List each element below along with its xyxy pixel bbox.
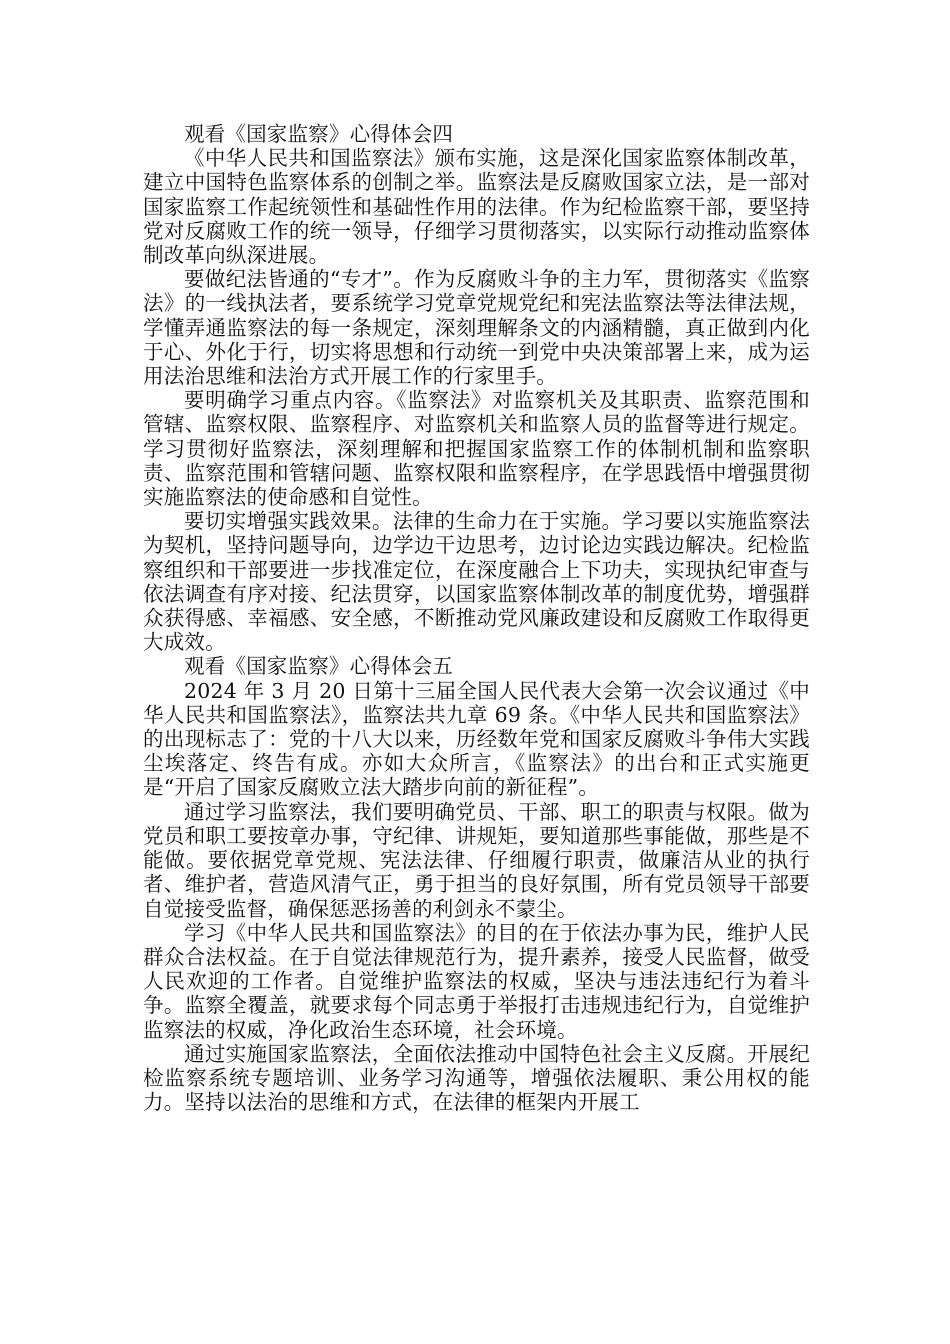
body-paragraph: 《中华人民共和国监察法》颁布实施，这是深化国家监察体制改革，建立中国特色监察体系的创制之举。监察法是反腐败国家立法，是一部对国家监察工作起统领性和基础性作用的法律。作为纪检监察干部，要坚持党对反腐败工作的统一领导，仔细学习贯彻落实，以实际行动推动监察体制改革向纵深进展。 — [143, 146, 810, 268]
body-paragraph: 通过实施国家监察法，全面依法推动中国特色社会主义反腐。开展纪检监察系统专题培训、业务学习沟通等，增强依法履职、秉公用权的能力。坚持以法治的思维和方式，在法律的框架内开展工 — [143, 1041, 810, 1115]
body-paragraph: 学习《中华人民共和国监察法》的目的在于依法办事为民，维护人民群众合法权益。在于自觉法律规范行为，提升素养，接受人民监督，做受人民欢迎的工作者。自觉维护监察法的权威，坚决与违法违纪行为着斗争。监察全覆盖，就要求每个同志勇于举报打击违规违纪行为，自觉维护监察法的权威，净化政治生态环境，社会环境。 — [143, 920, 810, 1042]
section-heading: 观看《国家监察》心得体会四 — [184, 122, 454, 146]
body-paragraph: 通过学习监察法，我们要明确党员、干部、职工的职责与权限。做为党员和职工要按章办事，守纪律、讲规矩，要知道那些事能做，那些是不能做。要依据党章党规、宪法法律、仔细履行职责，做廉洁从业的执行者、维护者，营造风清气正，勇于担当的良好氛围，所有党员领导干部要自觉接受监督，确保惩恶扬善的利剑永不蒙尘。 — [143, 799, 810, 921]
body-paragraph: 要做纪法皆通的“专才”。作为反腐败斗争的主力军，贯彻落实《监察法》的一线执法者，要系统学习党章党规党纪和宪法监察法等法律法规，学懂弄通监察法的每一条规定，深刻理解条文的内涵精髓，真正做到内化于心、外化于行，切实将思想和行动统一到党中央决策部署上来，成为运用法治思维和法治方式开展工作的行家里手。 — [143, 267, 810, 389]
body-paragraph: 要切实增强实践效果。法律的生命力在于实施。学习要以实施监察法为契机，坚持问题导向，边学边干边思考，边讨论边实践边解决。纪检监察组织和干部要进一步找准定位，在深度融合上下功夫，实现执纪审查与依法调查有序对接、纪法贯穿，以国家监察体制改革的制度优势，增强群众获得感、幸福感、安全感，不断推动党风廉政建设和反腐败工作取得更大成效。 — [143, 509, 810, 655]
body-paragraph: 2024 年 3 月 20 日第十三届全国人民代表大会第一次会议通过《中华人民共和国监察法》，监察法共九章 69 条。《中华人民共和国监察法》的出现标志了：党的十八大以来，历经数年党和国家反腐败斗争伟大实践尘埃落定、终告有成。亦如大众所言，《监察法》的出台和正式实施更是“开启了国家反腐败立法大踏步向前的新征程”。 — [143, 678, 810, 800]
section-heading: 观看《国家监察》心得体会五 — [184, 654, 454, 679]
body-paragraph: 要明确学习重点内容。《监察法》对监察机关及其职责、监察范围和管辖、监察权限、监察程序、对监察机关和监察人员的监督等进行规定。学习贯彻好监察法，深刻理解和把握国家监察工作的体制机制和监察职责、监察范围和管辖问题、监察权限和监察程序，在学思践悟中增强贯彻实施监察法的使命感和自觉性。 — [143, 388, 810, 510]
document-page — [143, 122, 810, 1114]
